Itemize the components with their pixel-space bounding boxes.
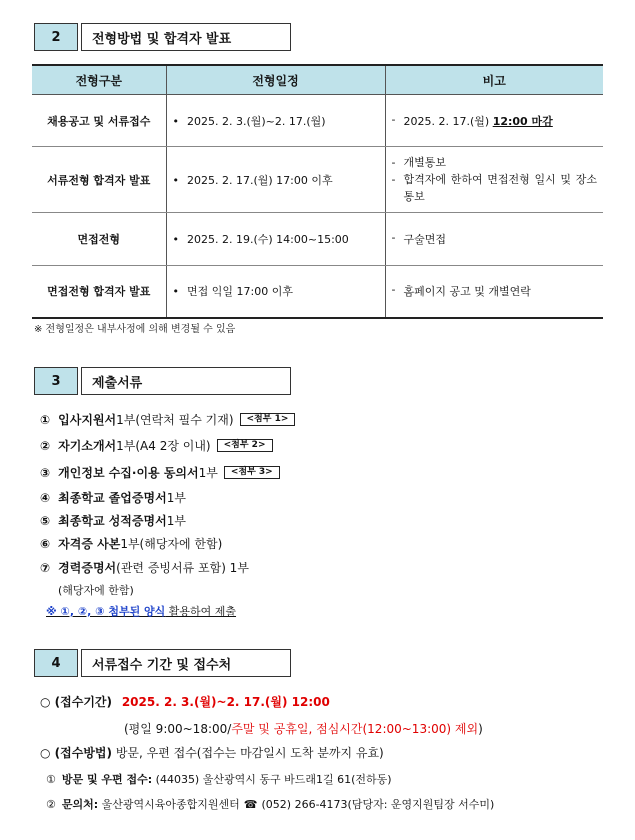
item-detail: 1부(해당자에 한함): [120, 537, 223, 551]
period-note-exclusion: 주말 및 공휴일, 점심시간(12:00~13:00) 제외: [231, 722, 479, 736]
stage-cell: 면접전형: [32, 213, 166, 266]
note-emphasis: 첨부된 양식: [108, 605, 166, 618]
column-header: 전형구분: [32, 65, 166, 95]
item-number: ③: [40, 465, 51, 480]
date-text: • 2025. 2. 17.(월) 17:00 이후: [173, 174, 333, 187]
item-name: 자격증 사본: [58, 537, 121, 551]
table-header-row: [32, 65, 603, 95]
section-title: 제출서류: [81, 367, 291, 395]
attachment-label: <첨부 1>: [240, 413, 296, 426]
remark-deadline: 12:00 마감: [492, 114, 553, 128]
reception-period: [40, 693, 330, 710]
item-detail: 1부: [198, 466, 218, 480]
stage-cell: 채용공고 및 서류접수: [32, 95, 166, 147]
item-name: 최종학교 성적증명서: [58, 514, 167, 528]
contact-phone: (052) 266-4173(담당자: 운영지원팀장 서수미): [261, 798, 495, 811]
attachment-label: <첨부 2>: [217, 439, 273, 452]
period-label: ○ (접수기간): [40, 695, 112, 709]
section-3-header: [34, 367, 291, 395]
remark-text: 구술면접: [403, 233, 447, 246]
item-name: 개인정보 수집·이용 동의서: [58, 466, 199, 480]
list-item: [40, 535, 222, 552]
item-detail: 1부(연락처 필수 기재): [116, 413, 234, 427]
list-item: [40, 559, 249, 576]
remark-cell: [385, 213, 603, 266]
item-number: ②: [40, 438, 51, 453]
item-name: 최종학교 졸업증명서: [58, 491, 167, 505]
item-name: 자기소개서: [58, 439, 117, 453]
method-value: 방문, 우편 접수(접수는 마감일시 도착 분까지 유효): [112, 746, 384, 760]
stage-cell: 서류전형 합격자 발표: [32, 147, 166, 213]
section-title: 전형방법 및 합격자 발표: [81, 23, 291, 51]
remark-text: 개별통보: [403, 156, 447, 169]
documents-note: [46, 603, 236, 619]
date-cell: [166, 213, 385, 266]
list-item: [40, 512, 186, 529]
table-row: [32, 213, 603, 266]
remark-cell: [385, 147, 603, 213]
dash-mark: -: [391, 112, 396, 126]
item-number: ⑥: [40, 536, 51, 551]
section-number: 2: [34, 23, 78, 51]
section-title: 서류접수 기간 및 접수처: [81, 649, 291, 677]
contact-label: 문의처:: [61, 798, 99, 811]
column-header: 비고: [385, 65, 603, 95]
contact-value: 울산광역시육아종합지원센터: [98, 798, 240, 811]
period-note-close: ): [478, 722, 483, 736]
item-detail: (관련 증빙서류 포함) 1부: [116, 561, 249, 575]
contact-info: [46, 796, 494, 812]
table-row: [32, 95, 603, 147]
item-7-continuation: (해당자에 한함): [58, 584, 134, 597]
item-name: 경력증명서: [58, 561, 117, 575]
period-value: 2025. 2. 3.(월)~2. 17.(월) 12:00: [121, 695, 330, 709]
list-item: [40, 464, 280, 481]
visit-address: [46, 771, 392, 787]
item-number: ①: [40, 412, 51, 427]
item-name: 입사지원서: [58, 413, 117, 427]
remark-cell: [385, 266, 603, 318]
remark-text: 2025. 2. 17.(월): [403, 114, 493, 128]
note-suffix: 활용하여 제출: [165, 605, 237, 618]
section-4-header: [34, 649, 291, 677]
table-row: [32, 147, 603, 213]
date-text: • 면접 익일 17:00 이후: [173, 285, 293, 298]
date-cell: [166, 147, 385, 213]
section-number: 3: [34, 367, 78, 395]
item-detail: 1부: [166, 514, 186, 528]
item-number: ⑦: [40, 560, 51, 575]
section-number: 4: [34, 649, 78, 677]
visit-label: 방문 및 우편 접수:: [61, 773, 153, 786]
dash-mark: -: [391, 173, 396, 186]
visit-value: (44035) 울산광역시 동구 바드래1길 61(전하동): [152, 773, 392, 786]
stage-cell: 면접전형 합격자 발표: [32, 266, 166, 318]
schedule-note: ※ 전형일정은 내부사정에 의해 변경될 수 있음: [34, 324, 236, 335]
method-label: ○ (접수방법): [40, 746, 112, 760]
column-header: 전형일정: [166, 65, 385, 95]
remark-text: 합격자에 한하여 면접전형 일시 및 장소 통보: [403, 173, 597, 203]
list-item: [40, 437, 273, 454]
date-cell: [166, 266, 385, 318]
reception-method: [40, 744, 384, 761]
date-cell: [166, 95, 385, 147]
item-number: ⑤: [40, 513, 51, 528]
table-row: [32, 266, 603, 318]
remark-cell: [385, 95, 603, 147]
item-number: ②: [46, 798, 56, 811]
dash-mark: -: [391, 156, 396, 169]
dash-mark: -: [391, 231, 396, 244]
period-note: [124, 720, 483, 737]
section-2-header: [34, 23, 291, 51]
list-item: [40, 411, 295, 428]
note-prefix: ※ ①, ②, ③: [46, 605, 109, 618]
dash-mark: -: [391, 283, 396, 297]
date-text: • 2025. 2. 3.(월)~2. 17.(월): [173, 115, 326, 128]
item-number: ④: [40, 490, 51, 505]
item-number: ①: [46, 773, 56, 786]
item-detail: 1부(A4 2장 이내): [116, 439, 211, 453]
phone-icon: ☎: [243, 798, 258, 811]
remark-text: 홈페이지 공고 및 개별연락: [403, 285, 531, 299]
period-note-open: (평일 9:00~18:00/: [124, 722, 232, 736]
attachment-label: <첨부 3>: [224, 466, 280, 479]
date-text: • 2025. 2. 19.(수) 14:00~15:00: [173, 233, 349, 246]
item-detail: 1부: [166, 491, 186, 505]
schedule-table: [32, 64, 603, 319]
list-item: [40, 489, 186, 506]
